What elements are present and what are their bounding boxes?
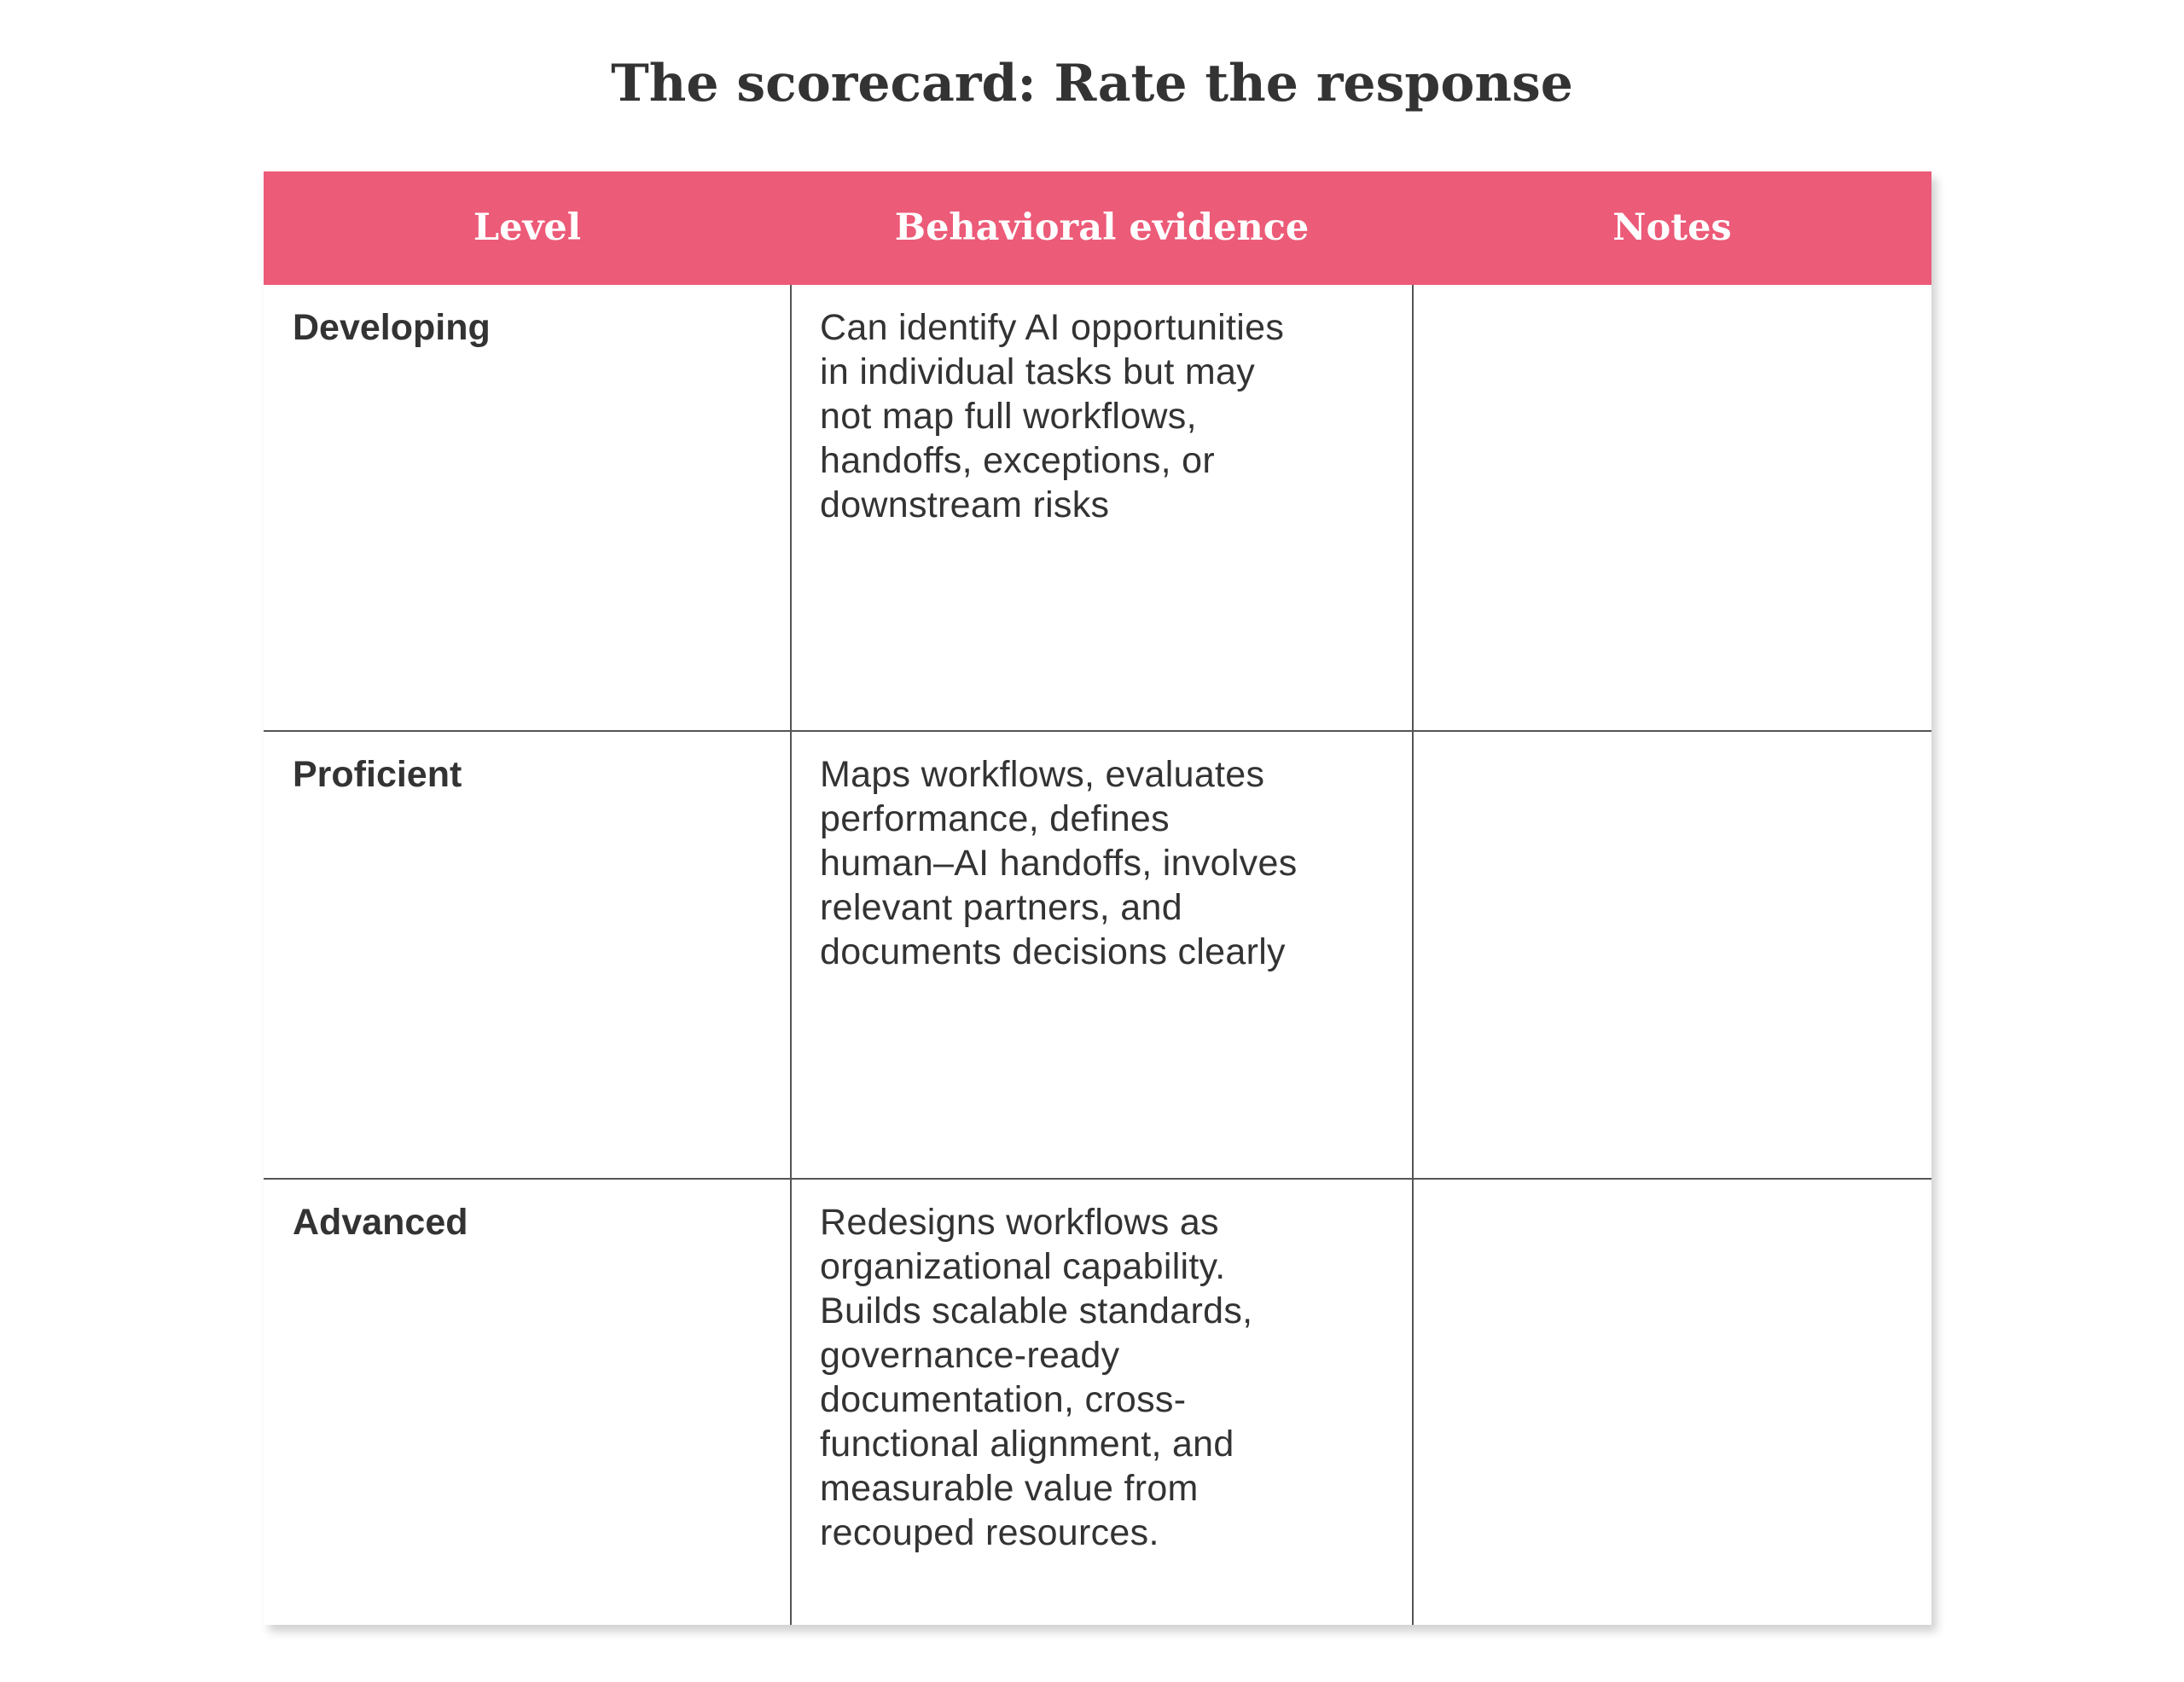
evidence-cell: Redesigns workflows as organizational capability. Builds scalable standards, governance-ready documentation, cross- functional alignment, and measurable value from recouped resources. [820,1202,1253,1553]
table-row-proficient [264,732,1931,1177]
column-divider [790,285,792,1625]
column-header-level: Level [473,206,582,249]
table-header [264,171,1931,285]
column-header-behavioral-evidence: Behavioral evidence [894,206,1310,249]
page-title: The scorecard: Rate the response [611,54,1573,113]
table-body [264,285,1931,1625]
notes-cell[interactable] [1414,1180,1931,1625]
table-row-developing [264,285,1931,730]
level-cell: Proficient [293,754,462,795]
column-header-notes: Notes [1612,206,1732,249]
notes-cell[interactable] [1414,732,1931,1177]
notes-cell[interactable] [1414,285,1931,730]
level-cell: Developing [293,307,491,348]
scorecard-table [264,171,1931,1625]
column-divider [1412,285,1414,1625]
level-cell: Advanced [293,1202,468,1243]
evidence-cell: Maps workflows, evaluates performance, defines human–AI handoffs, involves relevant partners, and documents decisions clearly [820,754,1298,972]
evidence-cell: Can identify AI opportunities in individual tasks but may not map full workflows, handoffs, exceptions, or downstream risks [820,307,1285,525]
table-row-advanced [264,1180,1931,1625]
